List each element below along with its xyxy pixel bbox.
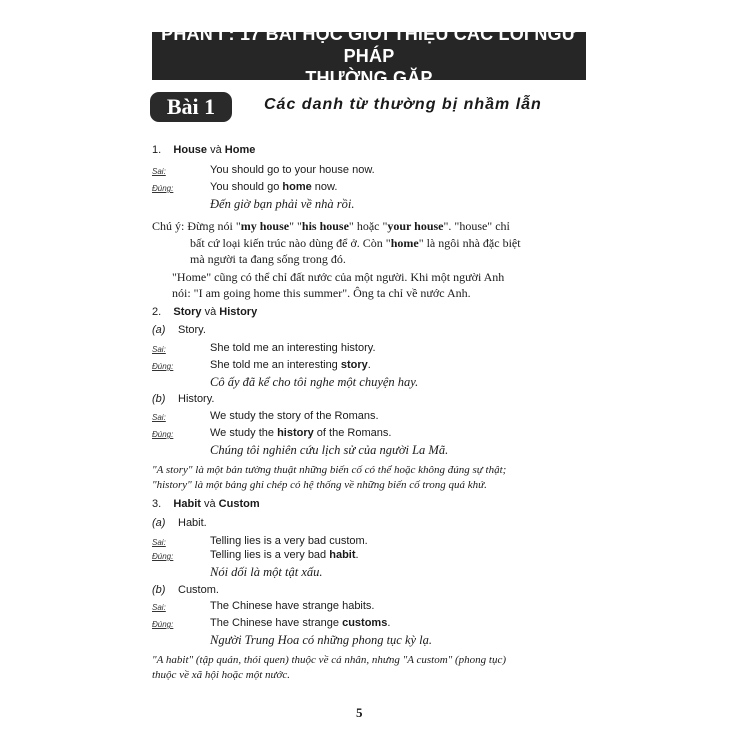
wrong-example: You should go to your house now. — [210, 164, 375, 176]
lesson-badge: Bài 1 — [150, 92, 232, 122]
subsection-a-label: (a) — [152, 324, 166, 336]
right-example — [210, 427, 391, 439]
lesson-title: Các danh từ thường bị nhầm lẫn — [264, 96, 542, 113]
word-2: Home — [224, 144, 256, 156]
right-example — [210, 359, 371, 371]
note-term-1: my house — [240, 219, 290, 233]
subsection-a-word: Habit. — [178, 517, 207, 529]
right-example — [210, 181, 337, 193]
section-number: 2. — [152, 306, 162, 318]
translation: Đến giờ bạn phải về nhà rồi. — [210, 197, 355, 211]
right-example-post: . — [387, 617, 391, 629]
note-line-3: mà người ta đang sống trong đó. — [190, 252, 346, 266]
section-3-heading — [152, 498, 260, 510]
translation: Người Trung Hoa có những phong tục kỳ lạ. — [210, 633, 433, 647]
right-example-pre: Telling lies is a very bad — [210, 549, 330, 561]
subsection-a-word: Story. — [178, 324, 206, 336]
explanation-line-2: thuộc về xã hội hoặc một nước. — [152, 669, 291, 681]
subsection-b-label: (b) — [152, 393, 166, 405]
wrong-example: Telling lies is a very bad custom. — [210, 535, 368, 547]
wrong-example: She told me an interesting history. — [210, 342, 376, 354]
note-text-a: Đừng nói " — [184, 219, 241, 233]
explanation-line-1: "A story" là một bản tường thuật những biến cố có thể hoặc không đúng sự thật; — [152, 464, 507, 476]
wrong-example: We study the story of the Romans. — [210, 410, 379, 422]
wrong-tag: Sai: — [152, 167, 166, 176]
right-tag: Đúng: — [152, 552, 174, 561]
section-number: 3. — [152, 498, 162, 510]
wrong-example: The Chinese have strange habits. — [210, 600, 375, 612]
wrong-tag: Sai: — [152, 538, 166, 547]
right-example-key: home — [282, 181, 312, 193]
conjunction: và — [204, 306, 217, 318]
wrong-tag: Sai: — [152, 345, 166, 354]
word-1: House — [173, 144, 208, 156]
right-example — [210, 617, 390, 629]
note-label: Chú ý: — [152, 219, 185, 233]
section-number: 1. — [152, 144, 162, 156]
translation: Cô ấy đã kể cho tôi nghe một chuyện hay. — [210, 375, 419, 389]
part-heading-line-2: THƯỜNG GẶP — [305, 68, 433, 88]
right-example-post: . — [355, 549, 359, 561]
right-example-pre: We study the — [210, 427, 278, 439]
part-heading-line-1: PHẦN I : 17 BÀI HỌC GIỚI THIỆU CÁC LỖI NGỮ PHÁP — [161, 24, 577, 66]
note-line-2-post: " là ngôi nhà đặc biệt — [418, 236, 521, 250]
subsection-b-word: History. — [178, 393, 215, 405]
explanation-line-2: "history" là một bảng ghi chép có hệ thống về những biến cố trong quá khứ. — [152, 479, 487, 491]
word-2: Custom — [218, 498, 260, 510]
right-example-key: customs — [342, 617, 388, 629]
word-1: Story — [173, 306, 202, 318]
conjunction: và — [210, 144, 222, 156]
note-line-2-term: home — [390, 236, 419, 250]
wrong-tag: Sai: — [152, 413, 166, 422]
page-number: 5 — [356, 705, 363, 720]
note-line-1 — [152, 219, 510, 234]
note-line-5: nói: "I am going home this summer". Ông ta chỉ về nước Anh. — [172, 286, 471, 300]
right-tag: Đúng: — [152, 362, 174, 371]
note-text-c: " " — [289, 219, 302, 233]
note-term-2: his house — [301, 219, 349, 233]
explanation-line-1: "A habit" (tập quán, thói quen) thuộc về cá nhân, nhưng "A custom" (phong tục) — [152, 654, 507, 666]
conjunction: và — [203, 498, 216, 510]
subsection-b-label: (b) — [152, 584, 166, 596]
note-line-4: "Home" cũng có thể chỉ đất nước của một người. Khi một người Anh — [172, 270, 505, 284]
right-example — [210, 549, 359, 561]
note-term-3: your house — [387, 219, 444, 233]
note-line-2-text: bất cứ loại kiến trúc nào dùng để ở. Còn " — [190, 236, 391, 250]
wrong-tag: Sai: — [152, 603, 166, 612]
right-example-post: . — [367, 359, 371, 371]
part-heading-banner — [152, 24, 586, 88]
note-text-e: " hoặc " — [348, 219, 388, 233]
word-1: Habit — [173, 498, 201, 510]
right-tag: Đúng: — [152, 184, 174, 193]
section-2-heading — [152, 306, 257, 318]
translation: Chúng tôi nghiên cứu lịch sử của người La Mã. — [210, 443, 449, 457]
right-example-post: of the Romans. — [313, 427, 392, 439]
note-text-g: ". "house" chỉ — [443, 219, 510, 233]
right-tag: Đúng: — [152, 620, 174, 629]
right-example-key: habit — [329, 549, 356, 561]
section-1-heading — [152, 144, 255, 156]
right-example-post: now. — [311, 181, 338, 193]
right-example-pre: You should go — [210, 181, 283, 193]
note-line-2 — [190, 236, 521, 251]
right-tag: Đúng: — [152, 430, 174, 439]
translation: Nói dối là một tật xấu. — [210, 565, 323, 579]
subsection-a-label: (a) — [152, 517, 166, 529]
word-2: History — [219, 306, 258, 318]
right-example-key: history — [277, 427, 314, 439]
right-example-pre: She told me an interesting — [210, 359, 341, 371]
right-example-key: story — [340, 359, 368, 371]
right-example-pre: The Chinese have strange — [210, 617, 343, 629]
subsection-b-word: Custom. — [178, 584, 219, 596]
